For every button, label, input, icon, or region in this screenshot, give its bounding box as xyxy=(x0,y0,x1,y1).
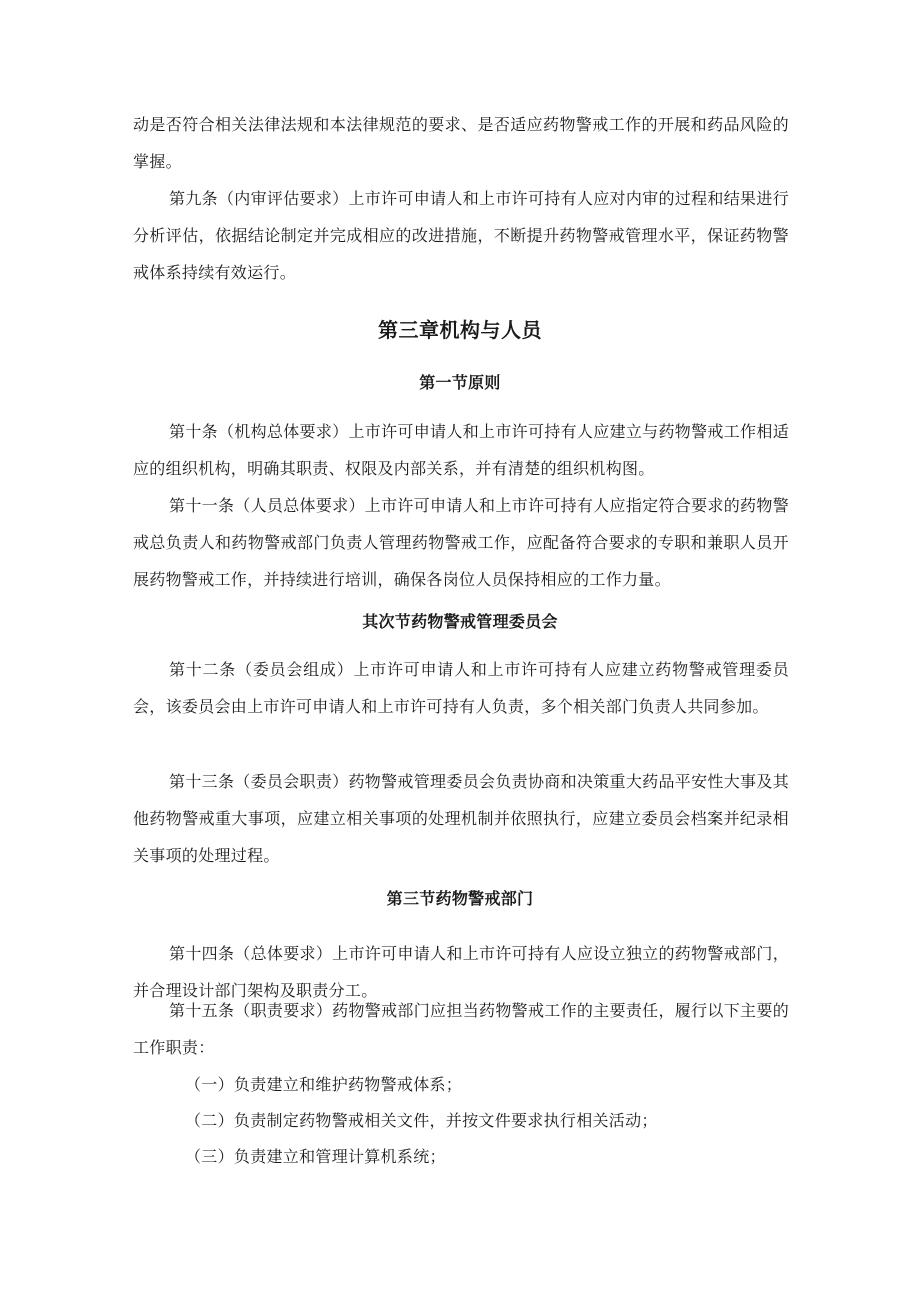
article-15: 第十五条（职责要求）药物警戒部门应担当药物警戒工作的主要责任，履行以下主要的工作职责： xyxy=(133,1001,789,1057)
article-10: 第十条（机构总体要求）上市许可申请人和上市许可持有人应建立与药物警戒工作相适应的组织机构，明确其职责、权限及内部关系，并有清楚的组织机构图。 xyxy=(133,422,789,478)
article-9: 第九条（内审评估要求）上市许可申请人和上市许可持有人应对内审的过程和结果进行分析评估，依据结论制定并完成相应的改进措施，不断提升药物警戒管理水平，保证药物警戒体系持续有效运行。 xyxy=(133,189,789,282)
article-14: 第十四条（总体要求）上市许可申请人和上市许可持有人应设立独立的药物警戒部门，并合理设计部门架构及职责分工。 xyxy=(133,944,789,1000)
list-item-2: （二）负责制定药物警戒相关文件，并按文件要求执行相关活动； xyxy=(185,1111,658,1130)
chapter-3-heading: 第三章机构与人员 xyxy=(378,318,542,342)
list-item-3: （三）负责建立和管理计算机系统； xyxy=(185,1147,446,1166)
section-1-heading: 第一节原则 xyxy=(419,373,501,392)
article-11: 第十一条（人员总体要求）上市许可申请人和上市许可持有人应指定符合要求的药物警戒总负责人和药物警戒部门负责人管理药物警戒工作，应配备符合要求的专职和兼职人员开展药物警戒工作，并持续进行培训，确保各岗位人员保持相应的工作力量。 xyxy=(133,496,789,589)
list-item-1: （一）负责建立和维护药物警戒体系； xyxy=(185,1075,463,1094)
article-13: 第十三条（委员会职责）药物警戒管理委员会负责协商和决策重大药品平安性大事及其他药物警戒重大事项，应建立相关事项的处理机制并依照执行，应建立委员会档案并纪录相关事项的处理过程。 xyxy=(133,772,789,865)
section-3-heading: 第三节药物警戒部门 xyxy=(386,889,534,908)
paragraph-continuation: 动是否符合相关法律法规和本法律规范的要求、是否适应药物警戒工作的开展和药品风险的掌握。 xyxy=(133,115,789,171)
section-2-heading: 其次节药物警戒管理委员会 xyxy=(362,612,558,631)
article-12: 第十二条（委员会组成）上市许可申请人和上市许可持有人应建立药物警戒管理委员会，该委员会由上市许可申请人和上市许可持有人负责，多个相关部门负责人共同参加。 xyxy=(133,660,789,716)
